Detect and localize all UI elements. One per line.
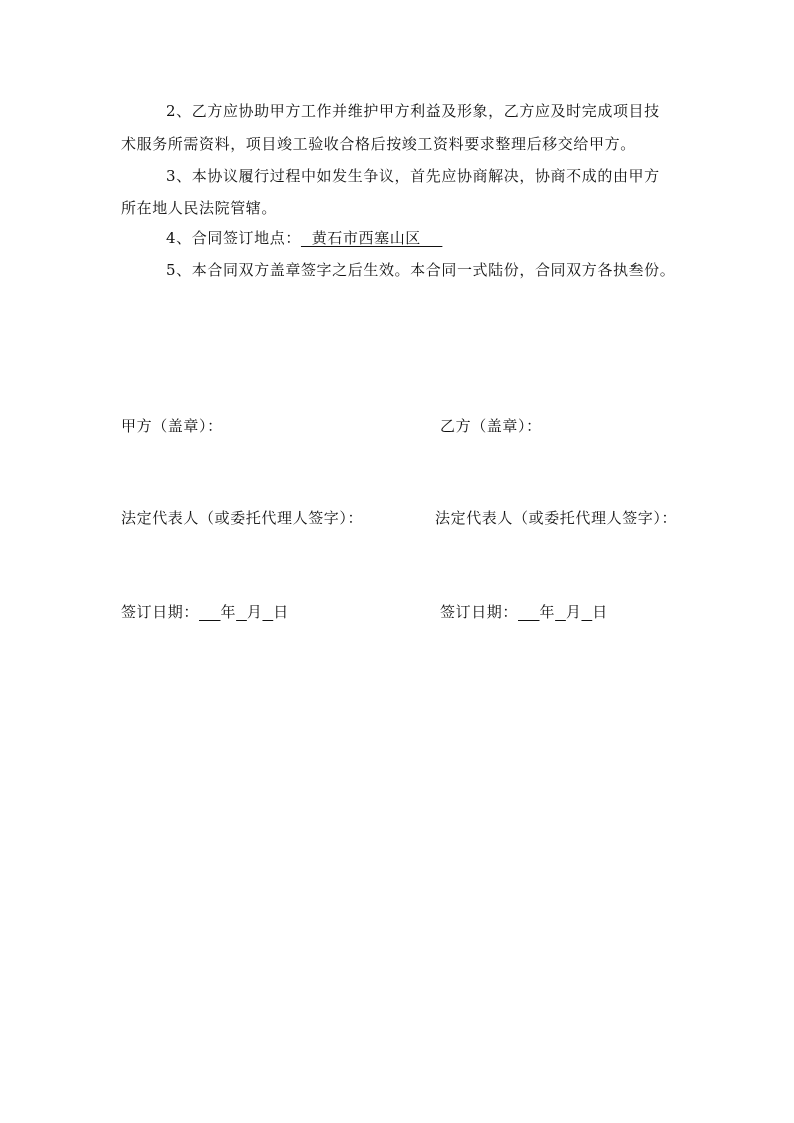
party-b-month-unit: 月 <box>565 603 582 621</box>
party-a-date <box>121 602 289 622</box>
party-a-month-blank <box>236 603 247 621</box>
party-a-rep-label: 法定代表人（或委托代理人签字）： <box>121 509 364 527</box>
party-a-month-unit: 月 <box>246 603 263 621</box>
party-a-date-label: 签订日期： <box>121 603 200 621</box>
party-a-day-blank <box>262 603 273 621</box>
clause-3-line-1: 3、本协议履行过程中如发生争议，首先应协商解决，协商不成的由甲方 <box>166 167 660 185</box>
party-b-seal-label: 乙方（盖章）： <box>440 417 542 435</box>
party-a-year-unit: 年 <box>220 603 237 621</box>
party-b-year-blank <box>518 603 539 621</box>
party-b-day-blank <box>581 603 592 621</box>
party-b-date-label: 签订日期： <box>440 603 519 621</box>
party-a-seal-label: 甲方（盖章）： <box>121 417 223 435</box>
party-a-day-unit: 日 <box>273 603 289 621</box>
party-b-month-blank <box>555 603 566 621</box>
clause-4 <box>166 228 442 248</box>
clause-2-line-2: 术服务所需资料，项目竣工验收合格后按竣工资料要求整理后移交给甲方。 <box>121 135 636 153</box>
signing-location-field: 黄石市西塞山区 <box>300 229 443 247</box>
party-a-year-blank <box>199 603 220 621</box>
party-b-year-unit: 年 <box>539 603 556 621</box>
clause-5-line-1: 5、本合同双方盖章签字之后生效。本合同一式陆份，合同双方各执叁份。 <box>166 261 676 279</box>
clause-4-prefix: 4、合同签订地点： <box>166 229 301 247</box>
party-b-rep-label: 法定代表人（或委托代理人签字）： <box>435 509 678 527</box>
party-b-day-unit: 日 <box>592 603 608 621</box>
clause-2-line-1: 2、乙方应协助甲方工作并维护甲方利益及形象，乙方应及时完成项目技 <box>166 102 660 120</box>
clause-3-line-2: 所在地人民法院管辖。 <box>121 199 278 217</box>
party-b-date <box>440 602 608 622</box>
